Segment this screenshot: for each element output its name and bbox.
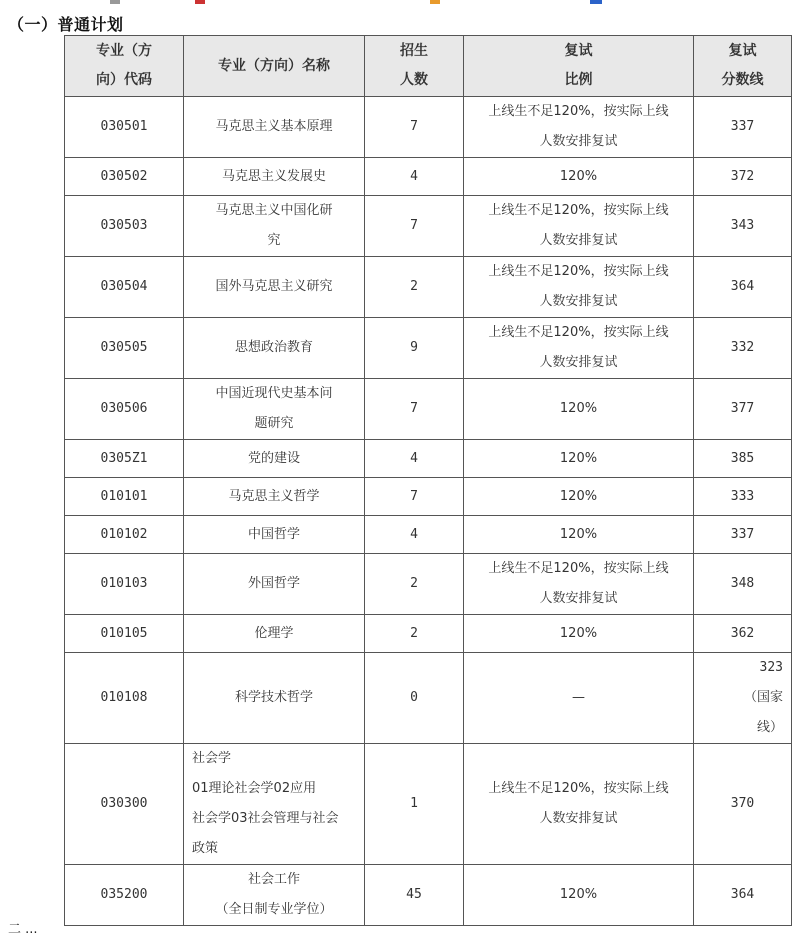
program-code: 030501: [65, 97, 184, 158]
program-name: 社会工作 （全日制专业学位）: [184, 865, 365, 926]
retest-ratio: 120%: [464, 478, 694, 516]
retest-score: 372: [694, 158, 792, 196]
enrollment-count: 2: [365, 615, 464, 653]
section-title: （一）普通计划: [8, 15, 124, 34]
retest-ratio: 120%: [464, 615, 694, 653]
retest-ratio: 上线生不足120%，按实际上线 人数安排复试: [464, 318, 694, 379]
program-name: 马克思主义发展史: [184, 158, 365, 196]
program-code: 030300: [65, 744, 184, 865]
retest-ratio: 上线生不足120%，按实际上线 人数安排复试: [464, 97, 694, 158]
program-name: 伦理学: [184, 615, 365, 653]
program-name: 社会学 01理论社会学02应用 社会学03社会管理与社会 政策: [184, 744, 365, 865]
table-row: [65, 478, 792, 516]
program-code: 030504: [65, 257, 184, 318]
program-name: 马克思主义中国化研 究: [184, 196, 365, 257]
top-cropped-toolbar: [0, 0, 800, 10]
table-row: [65, 318, 792, 379]
retest-score: 364: [694, 865, 792, 926]
enrollment-count: 7: [365, 97, 464, 158]
retest-ratio: 上线生不足120%，按实际上线 人数安排复试: [464, 196, 694, 257]
retest-score: 323 （国家 线）: [694, 653, 792, 744]
retest-score: 337: [694, 97, 792, 158]
retest-score: 364: [694, 257, 792, 318]
program-name: 马克思主义基本原理: [184, 97, 365, 158]
program-name: 党的建设: [184, 440, 365, 478]
retest-score: 377: [694, 379, 792, 440]
table-row: [65, 865, 792, 926]
retest-score: 348: [694, 554, 792, 615]
table-row: [65, 196, 792, 257]
table-row: [65, 615, 792, 653]
header-code: 专业（方 向）代码: [65, 36, 184, 97]
enrollment-count: 9: [365, 318, 464, 379]
table-row: [65, 440, 792, 478]
program-name: 国外马克思主义研究: [184, 257, 365, 318]
table-row: [65, 516, 792, 554]
program-code: 010101: [65, 478, 184, 516]
program-name: 外国哲学: [184, 554, 365, 615]
retest-ratio: 120%: [464, 379, 694, 440]
retest-ratio: 120%: [464, 516, 694, 554]
enrollment-count: 7: [365, 379, 464, 440]
enrollment-count: 0: [365, 653, 464, 744]
enrollment-count: 7: [365, 196, 464, 257]
program-name: 马克思主义哲学: [184, 478, 365, 516]
retest-ratio: 120%: [464, 158, 694, 196]
header-ratio: 复试 比例: [464, 36, 694, 97]
table-row: [65, 257, 792, 318]
toolbar-fragment: [195, 0, 205, 4]
enrollment-count: 2: [365, 554, 464, 615]
program-code: 0305Z1: [65, 440, 184, 478]
next-section-fragment: 二 ...: [8, 922, 38, 937]
enrollment-count: 4: [365, 440, 464, 478]
enrollment-count: 1: [365, 744, 464, 865]
program-code: 030506: [65, 379, 184, 440]
retest-score: 333: [694, 478, 792, 516]
toolbar-fragment: [590, 0, 602, 4]
retest-score: 332: [694, 318, 792, 379]
retest-score: 362: [694, 615, 792, 653]
table-row: [65, 158, 792, 196]
table-row: [65, 554, 792, 615]
program-code: 010105: [65, 615, 184, 653]
header-name: 专业（方向）名称: [184, 36, 365, 97]
program-code: 010102: [65, 516, 184, 554]
enrollment-count: 45: [365, 865, 464, 926]
retest-ratio: 上线生不足120%，按实际上线 人数安排复试: [464, 554, 694, 615]
retest-ratio: —: [464, 653, 694, 744]
retest-ratio: 120%: [464, 440, 694, 478]
enrollment-count: 4: [365, 516, 464, 554]
retest-score: 370: [694, 744, 792, 865]
header-count: 招生 人数: [365, 36, 464, 97]
toolbar-fragment: [110, 0, 120, 4]
retest-score: 343: [694, 196, 792, 257]
enrollment-count: 4: [365, 158, 464, 196]
retest-ratio: 上线生不足120%，按实际上线 人数安排复试: [464, 744, 694, 865]
admission-plan-table: [64, 35, 792, 926]
table-row: [65, 379, 792, 440]
program-name: 科学技术哲学: [184, 653, 365, 744]
enrollment-count: 2: [365, 257, 464, 318]
toolbar-fragment: [430, 0, 440, 4]
program-code: 030503: [65, 196, 184, 257]
program-name: 中国近现代史基本问 题研究: [184, 379, 365, 440]
header-score: 复试 分数线: [694, 36, 792, 97]
program-code: 010103: [65, 554, 184, 615]
table-header-row: [65, 36, 792, 97]
retest-score: 385: [694, 440, 792, 478]
retest-ratio: 120%: [464, 865, 694, 926]
program-code: 035200: [65, 865, 184, 926]
enrollment-count: 7: [365, 478, 464, 516]
table-row: [65, 744, 792, 865]
table-row: [65, 97, 792, 158]
program-code: 030505: [65, 318, 184, 379]
retest-ratio: 上线生不足120%，按实际上线 人数安排复试: [464, 257, 694, 318]
program-code: 030502: [65, 158, 184, 196]
program-name: 中国哲学: [184, 516, 365, 554]
table-row: [65, 653, 792, 744]
retest-score: 337: [694, 516, 792, 554]
program-name: 思想政治教育: [184, 318, 365, 379]
program-code: 010108: [65, 653, 184, 744]
